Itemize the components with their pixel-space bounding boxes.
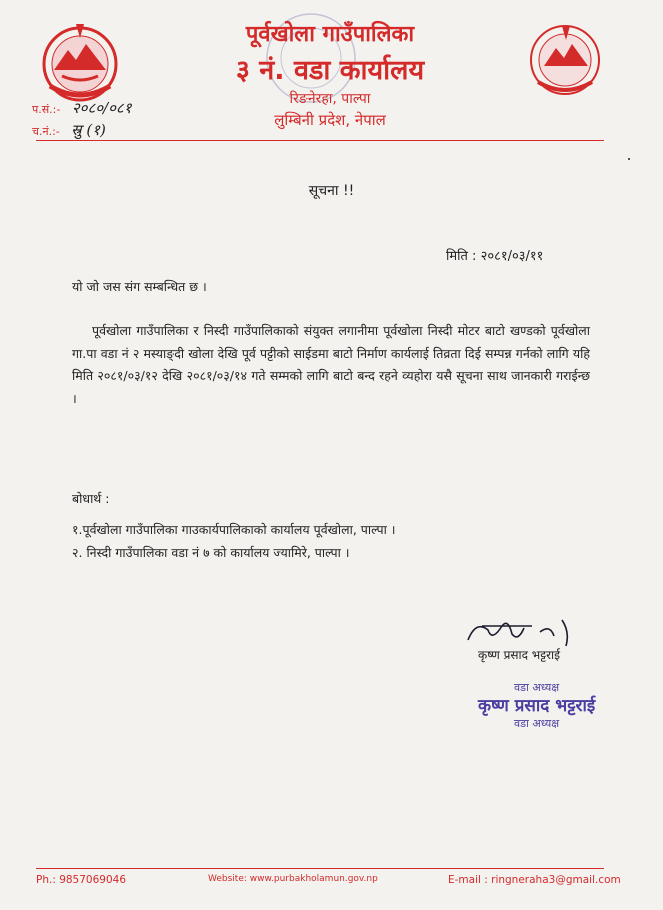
municipality-name: पूर्वखोला गाउँपालिका [245, 22, 415, 47]
stamp-top-text: वडा अध्यक्ष [514, 681, 560, 694]
patra-label: प.सं.:- [32, 103, 61, 116]
chalani-label: च.नं.:- [32, 125, 60, 138]
footer-website: Website: www.purbakholamun.gov.np [208, 874, 378, 884]
footer-divider [36, 868, 604, 869]
patra-value: २०८०/०८१ [71, 99, 132, 117]
office-location: रिङनेरहा, पाल्पा [289, 91, 371, 107]
chalani-value: स्रु (१) [71, 121, 106, 139]
stamp-name: कृष्ण प्रसाद भट्टराई [478, 696, 596, 716]
speck [628, 158, 630, 160]
stamp-bottom-text: वडा अध्यक्ष [514, 717, 560, 730]
nepal-emblem-right-icon [526, 20, 604, 100]
notice-heading: सूचना !! [308, 183, 355, 199]
ward-office-title: ३ नं. वडा कार्यालय [235, 55, 425, 86]
patra-sankhya [32, 98, 132, 118]
chalani-number [32, 120, 106, 140]
bodhartha-item-2: २. निस्दी गाउँपालिका वडा नं ७ को कार्यालय ज्यामिरे, पाल्पा । [72, 545, 350, 560]
notice-date: मिति : २०८१/०३/११ [446, 249, 544, 264]
signatory-name: कृष्ण प्रसाद भट्टराई [478, 648, 561, 662]
bodhartha-label: बोधार्थ : [72, 491, 110, 506]
notice-body: पूर्वखोला गाउँपालिका र निस्दी गाउँपालिकाको संयुक्त लगानीमा पूर्वखोला निस्दी मोटर बाटो खण्डको पूर्वखोला गा.पा वडा नं २ मस्याङ्दी खोला देखि पूर्व पट्टीको साईडमा बाटो निर्माण कार्यलाई तिव्रता दिई सम्पन्न गर्नको लागि यहि मिति २०८१/०३/१२ देखि २०८१/०३/१४ गते सम्मको लागि बाटो बन्द रहने व्यहोरा यसै सूचना साथ जानकारी गराईन्छ । [72, 323, 590, 406]
salutation: यो जो जस संग सम्बन्धित छ । [72, 279, 207, 294]
header-divider [36, 140, 604, 141]
ward-chair-stamp [478, 680, 595, 731]
footer-email: E-mail : ringneraha3@gmail.com [448, 874, 621, 886]
bodhartha-item-1: १.पूर्वखोला गाउँपालिका गाउकार्यपालिकाको कार्यालय पूर्वखोला, पाल्पा । [72, 522, 396, 537]
nepal-emblem-icon [36, 20, 124, 106]
footer-phone: Ph.: 9857069046 [36, 874, 127, 886]
province-country: लुम्बिनी प्रदेश, नेपाल [274, 111, 386, 129]
